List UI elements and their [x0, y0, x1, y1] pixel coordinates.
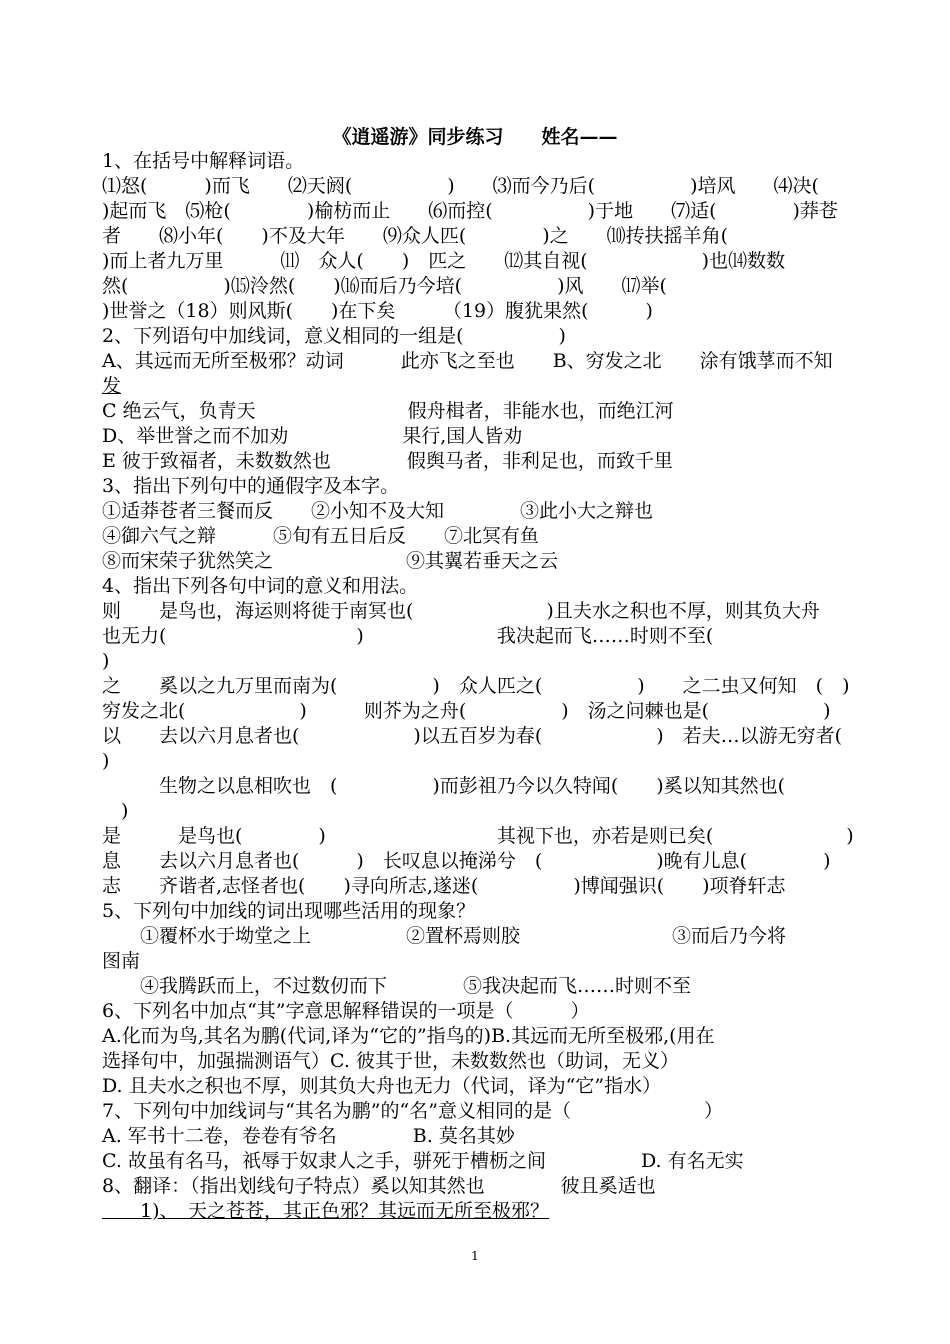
page-number: 1: [471, 1249, 479, 1263]
question-4-zhi-line-1: 之 奚以之九万里而南为( ) 众人匹之( ) 之二虫又何知 ( ): [102, 675, 850, 697]
question-3-heading: 3、指出下列句中的通假字及本字。: [102, 475, 400, 497]
question-4-zhi-line-2: 穷发之北( ) 则芥为之舟( ) 汤之问棘也是( ): [102, 700, 831, 722]
question-6-heading: 6、下列名中加点“其”字意思解释错误的一项是（ ）: [102, 1000, 590, 1022]
question-5-line-3: ④我腾跃而上，不过数仞而下 ⑤我决起而飞……时则不至: [102, 975, 692, 997]
question-8-item-1: 1)、 天之苍苍，其正色邪？其远而无所至极邪？: [102, 1200, 550, 1222]
question-2-option-a: A、其远而无所至极邪？动词 此亦飞之至也 B、穷发之北 涂有饿莩而不知: [102, 350, 833, 372]
question-2-option-a-wrap: 发: [102, 375, 122, 397]
question-2-option-c: C 绝云气，负青天 假舟楫者，非能水也，而绝江河: [102, 400, 674, 422]
question-6-line-2: 选择句中，加强揣测语气）C. 彼其于世，未数数然也（助词，无义）: [102, 1050, 679, 1072]
question-4-ze-line-1: 则 是鸟也，海运则将徙于南冥也( )且夫水之积也不厚，则其负大舟: [102, 600, 820, 622]
page-title: 《逍遥游》同步练习 姓名——: [332, 126, 618, 148]
question-4-yi-line-4: ): [102, 800, 129, 822]
question-8-heading: 8、翻译：（指出划线句子特点）奚以知其然也 彼且奚适也: [102, 1175, 656, 1197]
question-4-ze-line-2: 也无力( ) 我决起而飞……时则不至(: [102, 625, 714, 647]
question-5-heading: 5、下列句中加线的词出现哪些活用的现象？: [102, 900, 476, 922]
question-1-line-2: )起而飞 ⑸枪( )榆枋而止 ⑹而控( )于地 ⑺适( )莽苍: [102, 200, 838, 222]
question-4-yi-line-3: 生物之以息相吹也 ( )而彭祖乃今以久特闻( )奚以知其然也(: [102, 775, 786, 797]
question-1-line-6: )世誉之（18）则风斯( )在下矣 （19）腹犹果然( ): [102, 300, 653, 322]
question-4-heading: 4、指出下列各句中词的意义和用法。: [102, 575, 419, 597]
question-5-line-1: ①覆杯水于坳堂之上 ②置杯焉则胶 ③而后乃今将: [102, 925, 787, 947]
question-4-yi-line-2: ): [102, 750, 110, 772]
question-1-heading: 1、在括号中解释词语。: [102, 150, 305, 172]
question-4-yi-line-1: 以 去以六月息者也( )以五百岁为春( ) 若夫…以游无穷者(: [102, 725, 843, 747]
question-1-line-5: 然( )⒂泠然( )⒃而后乃今培( )风 ⒄举(: [102, 275, 667, 297]
question-4-shi-line: 是 是鸟也( ) 其视下也，亦若是则已矣( ): [102, 825, 854, 847]
question-4-zhi2-line: 志 齐谐者,志怪者也( )寻向所志,遂迷( )博闻强识( )项脊轩志: [102, 875, 786, 897]
question-7-line-1: A. 军书十二卷，卷卷有爷名 B. 莫名其妙: [102, 1125, 515, 1147]
question-4-xi-line: 息 去以六月息者也( ) 长叹息以掩涕兮 ( )晚有儿息( ): [102, 850, 831, 872]
question-1-line-1: ⑴怒( )而飞 ⑵天阏( ) ⑶而今乃后( )培风 ⑷决(: [102, 175, 819, 197]
question-1-line-4: )而上者九万里 ⑾ 众人( ) 匹之 ⑿其自视( )也⒁数数: [102, 250, 786, 272]
question-6-line-3: D. 且夫水之积也不厚，则其负大舟也无力（代词，译为“它”指水）: [102, 1075, 662, 1097]
question-3-line-2: ④御六气之辩 ⑤旬有五日后反 ⑦北冥有鱼: [102, 525, 540, 547]
question-1-line-3: 者 ⑻小年( )不及大年 ⑼众人匹( )之 ⑽抟扶摇羊角(: [102, 225, 729, 247]
question-2-heading: 2、下列语句中加线词，意义相同的一组是( ): [102, 325, 566, 347]
question-3-line-1: ①适莽苍者三餐而反 ②小知不及大知 ③此小大之辩也: [102, 500, 654, 522]
question-7-line-2: C. 故虽有名马，祇辱于奴隶人之手，骈死于槽枥之间 D. 有名无实: [102, 1150, 744, 1172]
question-2-option-d: D、举世誉之而不加劝 果行,国人皆劝: [102, 425, 523, 447]
question-3-line-3: ⑧而宋荣子犹然笑之 ⑨其翼若垂天之云: [102, 550, 559, 572]
question-4-ze-line-3: ): [102, 650, 110, 672]
question-7-heading: 7、下列句中加线词与“其名为鹏”的“名”意义相同的是（ ）: [102, 1100, 723, 1122]
question-5-line-2: 图南: [102, 950, 141, 972]
question-2-option-e: E 彼于致福者，未数数然也 假舆马者，非利足也，而致千里: [102, 450, 673, 472]
question-6-line-1: A.化而为鸟,其名为鹏(代词,译为“它的”指鸟的)B.其远而无所至极邪,(用在: [102, 1025, 715, 1047]
